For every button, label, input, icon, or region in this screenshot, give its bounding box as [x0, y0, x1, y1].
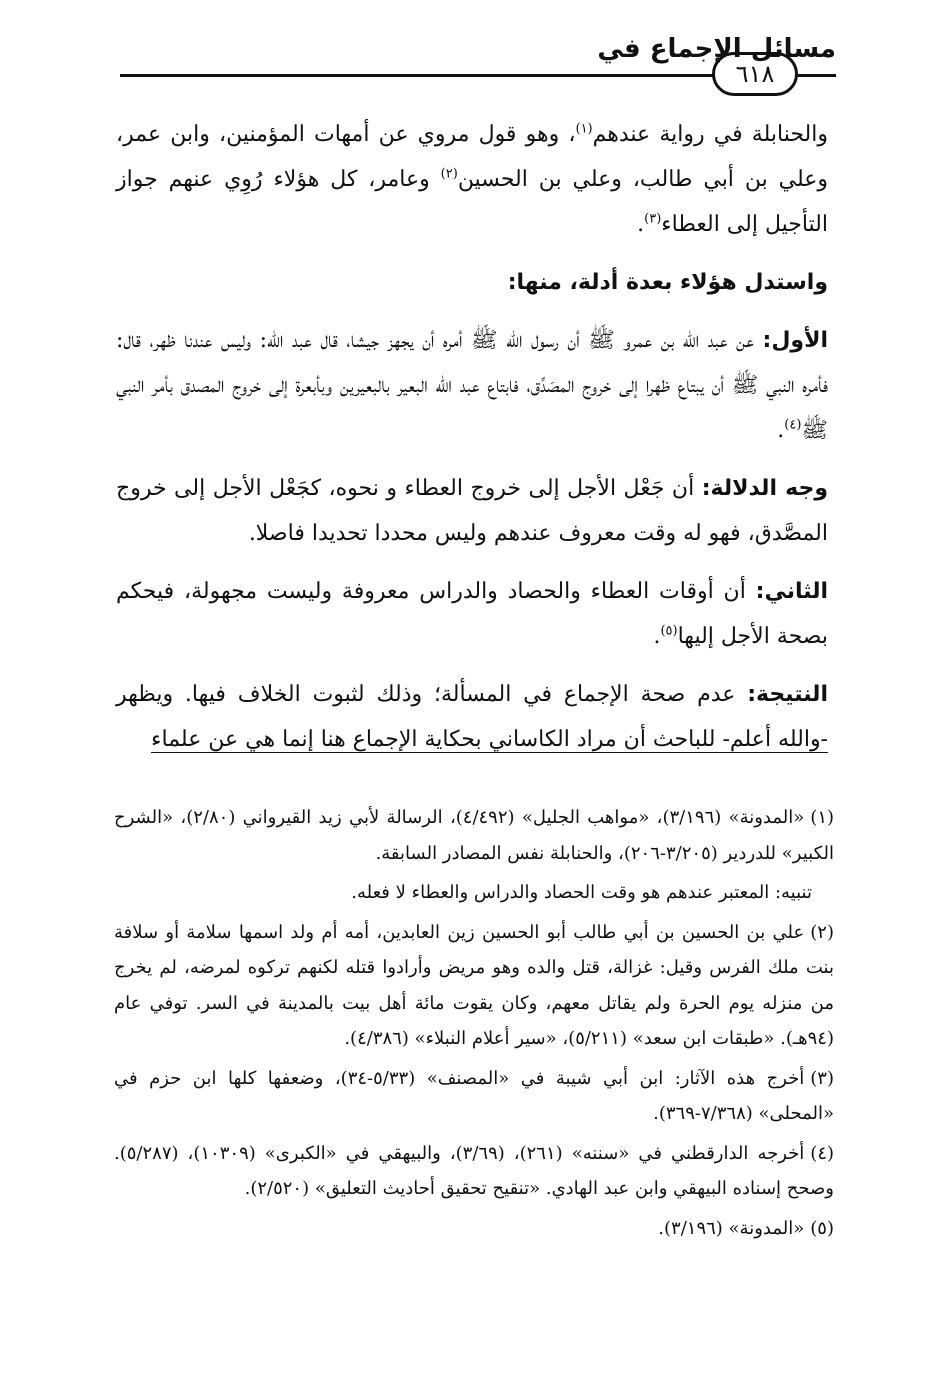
- footnote-ref-3[interactable]: (٣): [644, 211, 662, 227]
- paragraph-result: [116, 672, 828, 762]
- result-label: النتيجة:: [747, 682, 828, 707]
- opinions-text-2: ، وهو قول مروي عن أمهات المؤمنين، وابن عمر، وعلي بن أبي طالب، وعلي بن الحسين: [116, 122, 828, 192]
- footnote-2-number: (٢): [810, 921, 834, 943]
- footnote-3-text: أخرج هذه الآثار: ابن أبي شيبة في «المصنف» (٥/٣٣-٣٤)، وضعفها كلها ابن حزم في «المحلى» (٧/٣٦٨-٣٦٩).: [114, 1067, 834, 1124]
- result-text-1: عدم صحة الإجماع في المسألة؛ وذلك لثبوت الخلاف فيها. ويظهر: [116, 682, 748, 707]
- footnote-ref-5[interactable]: (٥): [660, 623, 678, 639]
- footnote-1-note: تنبيه: المعتبر عندهم هو وقت الحصاد والدراس والعطاء لا فعله.: [351, 882, 812, 903]
- footnote-1-number: (١): [810, 807, 835, 828]
- result-text-2: -والله أعلم- للباحث أن مراد الكاساني بحكاية الإجماع هنا إنما هي عن علماء: [151, 727, 828, 752]
- footnote-3: [114, 1061, 834, 1132]
- footnote-4-number: (٤): [810, 1142, 835, 1164]
- second-evidence-text: أن أوقات العطاء والحصاد والدراس معروفة وليست مجهولة، فيحكم بصحة الأجل إليها: [116, 579, 828, 649]
- opinions-text-end: .: [637, 212, 645, 237]
- main-text: [116, 112, 828, 775]
- footnote-2: [114, 915, 834, 1057]
- footnote-2-text: علي بن الحسين بن أبي طالب أبو الحسين زين العابدين، أمه أم ولد اسمها سلامة أو سلافة بنت ملك الفرس وقيل: غزالة، قتل والده وهو مريض وأرادوا قتله لكنهم تركوه لمرضه، لم يخرج من منزله يوم الحرة ولم يقاتل معهم، وكان يقوت مائة أهل بيت بالمدينة في السر. توفي عام (٩٤هـ). «طبقات ابن سعد» (٥/٢١١)، «سير أعلام النبلاء» (٤/٣٨٦).: [114, 921, 834, 1049]
- footnote-3-number: (٣): [810, 1067, 834, 1089]
- first-evidence-end: .: [777, 418, 785, 443]
- first-evidence-label: الأول:: [762, 328, 828, 353]
- footnote-ref-1[interactable]: (١): [575, 121, 593, 137]
- footnote-5: [114, 1211, 834, 1247]
- footnote-5-number: (٥): [810, 1217, 834, 1239]
- paragraph-evidence-heading: [116, 260, 828, 305]
- second-evidence-end: .: [653, 624, 661, 649]
- footnote-ref-2[interactable]: (٢): [440, 166, 458, 182]
- paragraph-indication: [116, 466, 828, 556]
- footnote-4-text: أخرجه الدارقطني في «سننه» (٢٦١)، (٣/٦٩)، والبيهقي في «الكبرى» (١٠٣٠٩)، (٥/٢٨٧). وصحح إسناده البيهقي وابن عبد الهادي. «تنقيح تحقيق أحاديث التعليق» (٢/٥٢٠).: [114, 1142, 834, 1199]
- paragraph-opinions: [116, 112, 828, 247]
- opinions-text-1: والحنابلة في رواية عندهم: [592, 122, 828, 147]
- opinions-text-3: وعامر، كل هؤلاء رُوِي عنهم جواز التأجيل إلى العطاء: [116, 167, 828, 237]
- book-title: مسائل الإجماع في: [597, 34, 836, 64]
- first-evidence-text: عن عبد الله بن عمرو ﷺ أن رسول الله ﷺ أمره أن يجهز جيشا، قال عبد الله: وليس عندنا ظهر، قال: فأمره النبي ﷺ أن يبتاع ظهرا إلى خروج المصَدِّق، فابتاع عبد الله البعير بالبعيرين وبأبعرة إلى خروج المصدق بأمر النبي ﷺ: [116, 328, 828, 443]
- footnote-1: [114, 800, 834, 871]
- footnote-5-text: «المدونة» (٣/١٩٦).: [658, 1217, 805, 1239]
- evidence-heading: واستدل هؤلاء بعدة أدلة، منها:: [507, 270, 828, 295]
- second-evidence-label: الثاني:: [755, 579, 828, 604]
- paragraph-second-evidence: [116, 569, 828, 659]
- indication-label: وجه الدلالة:: [701, 476, 829, 501]
- footnote-ref-4[interactable]: (٤): [784, 417, 802, 433]
- page-number: ٦١٨: [712, 52, 798, 96]
- footnote-4: [114, 1136, 834, 1207]
- footnotes: [114, 800, 834, 1250]
- indication-text: أن جَعْل الأجل إلى خروج العطاء و نحوه، كجَعْل الأجل إلى خروج المصَّدق، فهو له وقت معروف عندهم وليس محددا تحديدا فاصلا.: [116, 476, 828, 546]
- page-header: [120, 30, 836, 96]
- footnote-1-text: «المدونة» (٣/١٩٦)، «مواهب الجليل» (٤/٤٩٢)، الرسالة لأبي زيد القيرواني (٢/٨٠)، «الشرح الكبير» للدردير (٣/٢٠٥-٢٠٦)، والحنابلة نفس المصادر السابقة.: [114, 807, 834, 864]
- paragraph-first-evidence: [116, 318, 828, 453]
